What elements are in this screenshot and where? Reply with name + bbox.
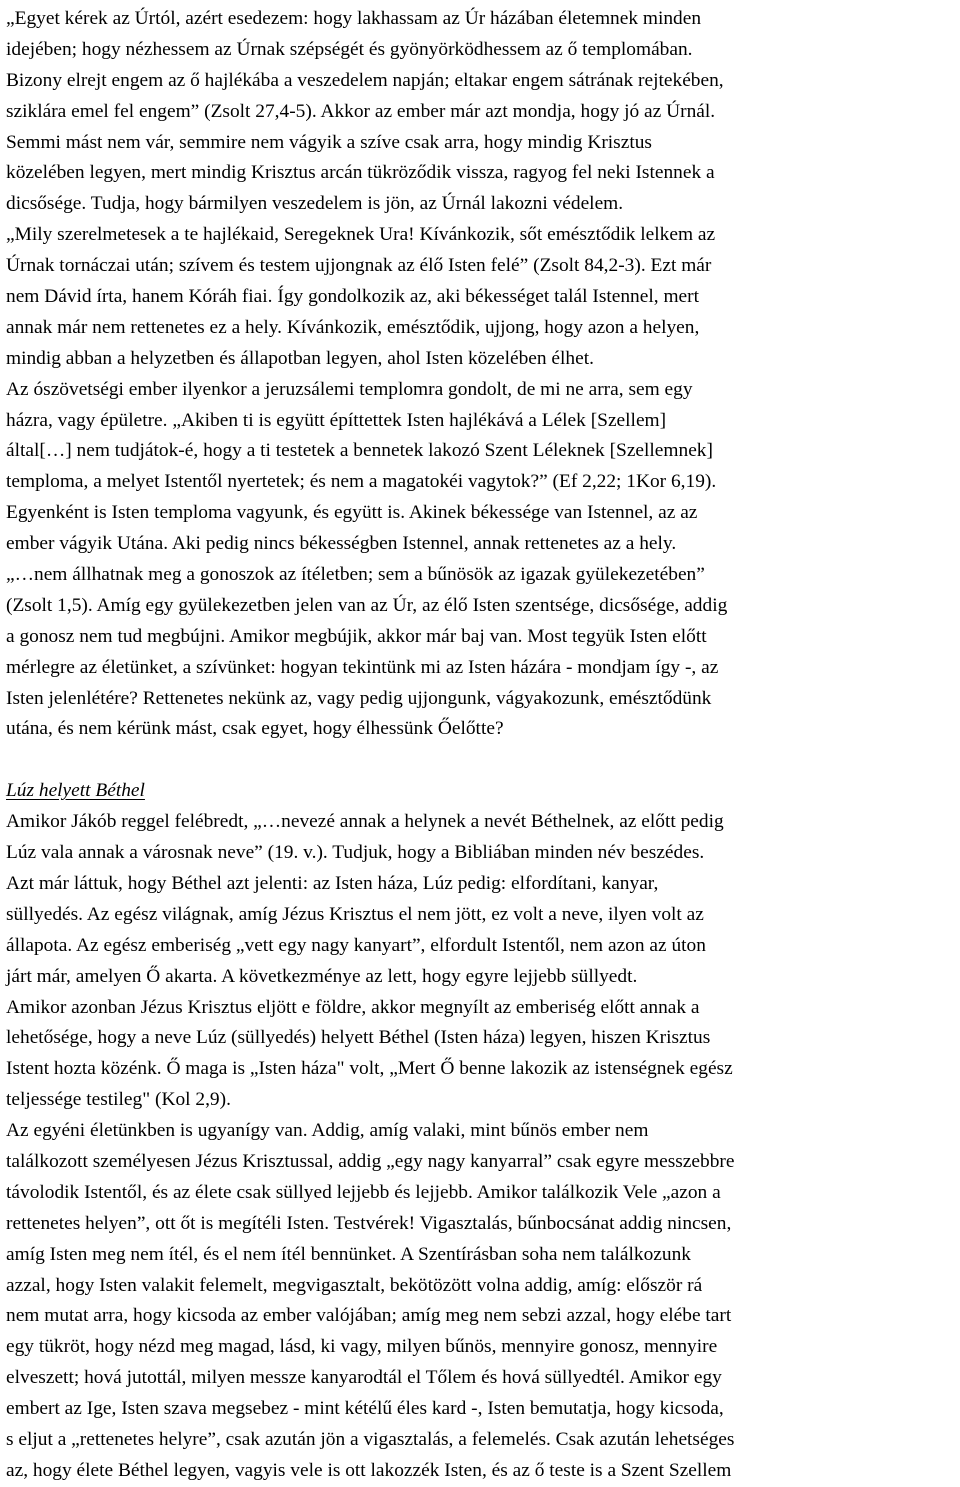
text-line: Úrnak tornáczai után; szívem és testem ujjongnak az élő Isten felé” (Zsolt 84,2-3). Ezt már: [6, 255, 712, 277]
section-text-block: [6, 807, 954, 1487]
text-line: lehetősége, hogy a neve Lúz (süllyedés) helyett Béthel (Isten háza) legyen, hiszen Krisztus: [6, 1027, 711, 1049]
text-line: teljessége testileg" (Kol 2,9).: [6, 1089, 231, 1111]
text-line: „Egyet kérek az Úrtól, azért esedezem: hogy lakhassam az Úr házában életemnek minden: [6, 8, 702, 29]
text-line: utána, és nem kérünk mást, csak egyet, hogy élhessünk Őelőtte?: [6, 718, 504, 740]
text-line: Amikor Jákób reggel felébredt, „…nevezé annak a helynek a nevét Béthelnek, az előtt pedig: [6, 811, 724, 833]
text-line: mérlegre az életünket, a szívünket: hogyan tekintünk mi az Isten házára - mondjam így -, az: [6, 656, 719, 678]
text-line: találkozott személyesen Jézus Krisztussal, addig „egy nagy kanyarral” csak egyre messzebbre: [6, 1150, 735, 1172]
text-line: sziklára emel fel engem” (Zsolt 27,4-5). Akkor az ember már azt mondja, hogy jó az Úrnál.: [6, 100, 716, 122]
text-line: egy tükröt, hogy nézd meg magad, lásd, ki vagy, milyen bűnös, mennyire gonosz, mennyire: [6, 1336, 718, 1358]
text-line: Lúz vala annak a városnak neve” (19. v.). Tudjuk, hogy a Bibliában minden név beszédes.: [6, 842, 705, 864]
text-line: Amikor azonban Jézus Krisztus eljött e földre, akkor megnyílt az emberiség előtt annak a: [6, 996, 700, 1018]
text-line: az, hogy élete Béthel legyen, vagyis vele is ott lakozzék Isten, és az ő teste is a Szent Szellem: [6, 1459, 732, 1481]
text-line: annak már nem rettenetes ez a hely. Kívánkozik, emésztődik, ujjong, hogy azon a helyen,: [6, 316, 700, 338]
text-line: házra, vagy épületre. „Akiben ti is együtt építtettek Isten hajlékává a Lélek [Szellem]: [6, 409, 667, 431]
text-line: amíg Isten meg nem ítél, és el nem ítél bennünket. A Szentírásban soha nem találkozunk: [6, 1243, 691, 1265]
text-line: azzal, hogy Isten valakit felemelt, megvigasztalt, bekötözött volna addig, amíg: először rá: [6, 1274, 703, 1296]
text-line: állapota. Az egész emberiség „vett egy nagy kanyart”, elfordult Istentől, nem azon az úton: [6, 934, 706, 956]
text-line: elveszett; hová jutottál, milyen messze kanyarodtál el Tőlem és hová süllyedtél. Amikor egy: [6, 1367, 722, 1389]
text-line: „…nem állhatnak meg a gonoszok az ítéletben; sem a bűnösök az igazak gyülekezetében”: [6, 564, 705, 586]
text-line: nem Dávid írta, hanem Kóráh fiai. Így gondolkozik az, aki békességet talál Istennel, mert: [6, 286, 699, 308]
text-line: süllyedés. Az egész világnak, amíg Jézus Krisztus el nem jött, ez volt a neve, ilyen volt az: [6, 903, 704, 925]
text-line: rettenetes helyen”, ott őt is megítéli Isten. Testvérek! Vigasztalás, bűnbocsánat addig nincsen,: [6, 1212, 732, 1234]
text-line: közelében legyen, mert mindig Krisztus arcán tükröződik vissza, ragyog fel neki Istennek a: [6, 162, 715, 184]
text-line: „Mily szerelmetesek a te hajlékaid, Seregeknek Ura! Kívánkozik, sőt emésztődik lelkem az: [6, 224, 716, 246]
text-line: temploma, a melyet Istentől nyertetek; és nem a magatokéi vagytok?” (Ef 2,22; 1Kor 6,19).: [6, 471, 717, 493]
main-text-block: [6, 4, 954, 745]
text-line: Semmi mást nem vár, semmire nem vágyik a szíve csak arra, hogy mindig Krisztus: [6, 131, 652, 153]
text-line: távolodik Istentől, és az élete csak süllyed lejjebb és lejjebb. Amikor találkozik Vele „azon a: [6, 1181, 721, 1203]
text-line: idejében; hogy nézhessem az Úrnak szépségét és gyönyörködhessem az ő templomában.: [6, 38, 693, 60]
text-line: Azt már láttuk, hogy Béthel azt jelenti: az Isten háza, Lúz pedig: elfordítani, kanyar,: [6, 872, 659, 894]
text-line: embert az Ige, Isten szava megsebez - mint kétélű éles kard -, Isten bemutatja, hogy kicsoda,: [6, 1398, 724, 1420]
section-heading: Lúz helyett Béthel: [6, 780, 145, 802]
text-line: s eljut a „rettenetes helyre”, csak azután jön a vigasztalás, a felemelés. Csak azután lehetséges: [6, 1428, 735, 1450]
text-line: (Zsolt 1,5). Amíg egy gyülekezetben jelen van az Úr, az élő Isten szentsége, dicsősége, addig: [6, 594, 728, 616]
text-line: járt már, amelyen Ő akarta. A következménye az lett, hogy egyre lejjebb süllyedt.: [6, 965, 638, 987]
text-line: Bizony elrejt engem az ő hajlékába a veszedelem napján; eltakar engem sátrának rejtekében,: [6, 69, 724, 91]
text-line: nem mutat arra, hogy kicsoda az ember valójában; amíg meg nem sebzi azzal, hogy elébe tart: [6, 1305, 732, 1327]
text-line: Isten jelenlétére? Rettenetes nekünk az, vagy pedig ujjongunk, vágyakozunk, emésztődünk: [6, 687, 712, 709]
text-line: mindig abban a helyzetben és állapotban legyen, ahol Isten közelében élhet.: [6, 347, 594, 369]
text-line: ember vágyik Utána. Aki pedig nincs békességben Istennel, annak rettenetes az a hely.: [6, 533, 677, 555]
text-line: Egyenként is Isten temploma vagyunk, és együtt is. Akinek békessége van Istennel, az az: [6, 502, 698, 524]
text-line: dicsősége. Tudja, hogy bármilyen veszedelem is jön, az Úrnál lakozni védelem.: [6, 193, 624, 215]
text-line: Az ószövetségi ember ilyenkor a jeruzsálemi templomra gondolt, de mi ne arra, sem egy: [6, 378, 693, 400]
text-line: a gonosz nem tud megbújni. Amikor megbújik, akkor már baj van. Most tegyük Isten előtt: [6, 625, 707, 647]
paragraph-gap: [6, 745, 954, 776]
text-line: Az egyéni életünkben is ugyanígy van. Addig, amíg valaki, mint bűnös ember nem: [6, 1120, 649, 1142]
text-line: Istent hozta közénk. Ő maga is „Isten háza" volt, „Mert Ő benne lakozik az istenségnek egész: [6, 1058, 733, 1080]
text-line: által[…] nem tudjátok-é, hogy a ti testetek a bennetek lakozó Szent Léleknek [Szellemnek]: [6, 440, 713, 462]
